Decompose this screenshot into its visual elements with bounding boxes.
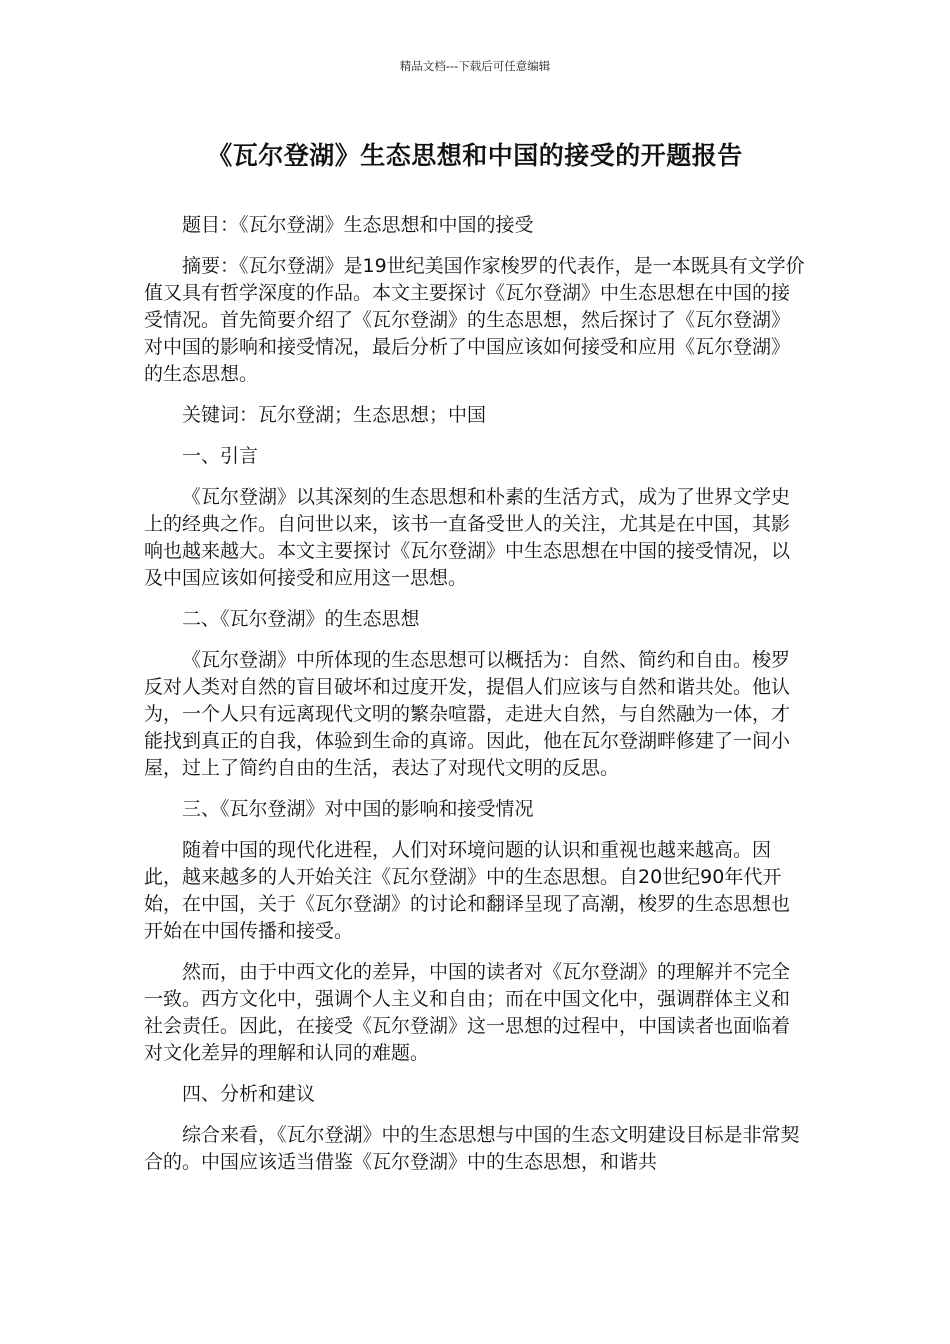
body-paragraph: 《瓦尔登湖》中所体现的生态思想可以概括为：自然、简约和自由。梭罗反对人类对自然的盲目破坏和过度开发，提倡人们应该与自然和谐共处。他认为，一个人只有远离现代文明的繁杂喧嚣，走进大自然，与自然融为一体，才能找到真正的自我，体验到生命的真谛。因此，他在瓦尔登湖畔修建了一间小屋，过上了简约自由的生活，表达了对现代文明的反思。 [144,649,791,779]
section-heading-analysis: 四、分析和建议 [182,1083,316,1105]
keywords-line: 关键词：瓦尔登湖；生态思想；中国 [182,404,487,426]
topic-line: 题目：《瓦尔登湖》生态思想和中国的接受 [182,214,534,236]
body-paragraph: 综合来看，《瓦尔登湖》中的生态思想与中国的生态文明建设目标是非常契合的。中国应该适当借鉴《瓦尔登湖》中的生态思想，和谐共 [144,1124,800,1173]
abstract-paragraph: 摘要：《瓦尔登湖》是19世纪美国作家梭罗的代表作，是一本既具有文学价值又具有哲学深度的作品。本文主要探讨《瓦尔登湖》中生态思想在中国的接受情况。首先简要介绍了《瓦尔登湖》的生态思想，然后探讨了《瓦尔登湖》对中国的影响和接受情况，最后分析了中国应该如何接受和应用《瓦尔登湖》的生态思想。 [144,255,805,385]
document-body [144,212,808,1176]
body-paragraph: 然而，由于中西文化的差异，中国的读者对《瓦尔登湖》的理解并不完全一致。西方文化中，强调个人主义和自由；而在中国文化中，强调群体主义和社会责任。因此，在接受《瓦尔登湖》这一思想的过程中，中国读者也面临着对文化差异的理解和认同的难题。 [144,961,791,1064]
section-heading-intro: 一、引言 [182,445,259,467]
body-paragraph: 随着中国的现代化进程，人们对环境问题的认识和重视也越来越高。因此，越来越多的人开始关注《瓦尔登湖》中的生态思想。自20世纪90年代开始，在中国，关于《瓦尔登湖》的讨论和翻译呈现了高潮，梭罗的生态思想也开始在中国传播和接受。 [144,839,791,942]
section-heading-influence: 三、《瓦尔登湖》对中国的影响和接受情况 [182,798,534,820]
body-paragraph: 《瓦尔登湖》以其深刻的生态思想和朴素的生活方式，成为了世界文学史上的经典之作。自问世以来，该书一直备受世人的关注，尤其是在中国，其影响也越来越大。本文主要探讨《瓦尔登湖》中生态思想在中国的接受情况，以及中国应该如何接受和应用这一思想。 [144,486,791,589]
section-heading-ecological-thought: 二、《瓦尔登湖》的生态思想 [182,608,420,630]
page-header: 精品文档---下载后可任意编辑 [399,59,551,73]
document-title: 《瓦尔登湖》生态思想和中国的接受的开题报告 [207,141,743,170]
